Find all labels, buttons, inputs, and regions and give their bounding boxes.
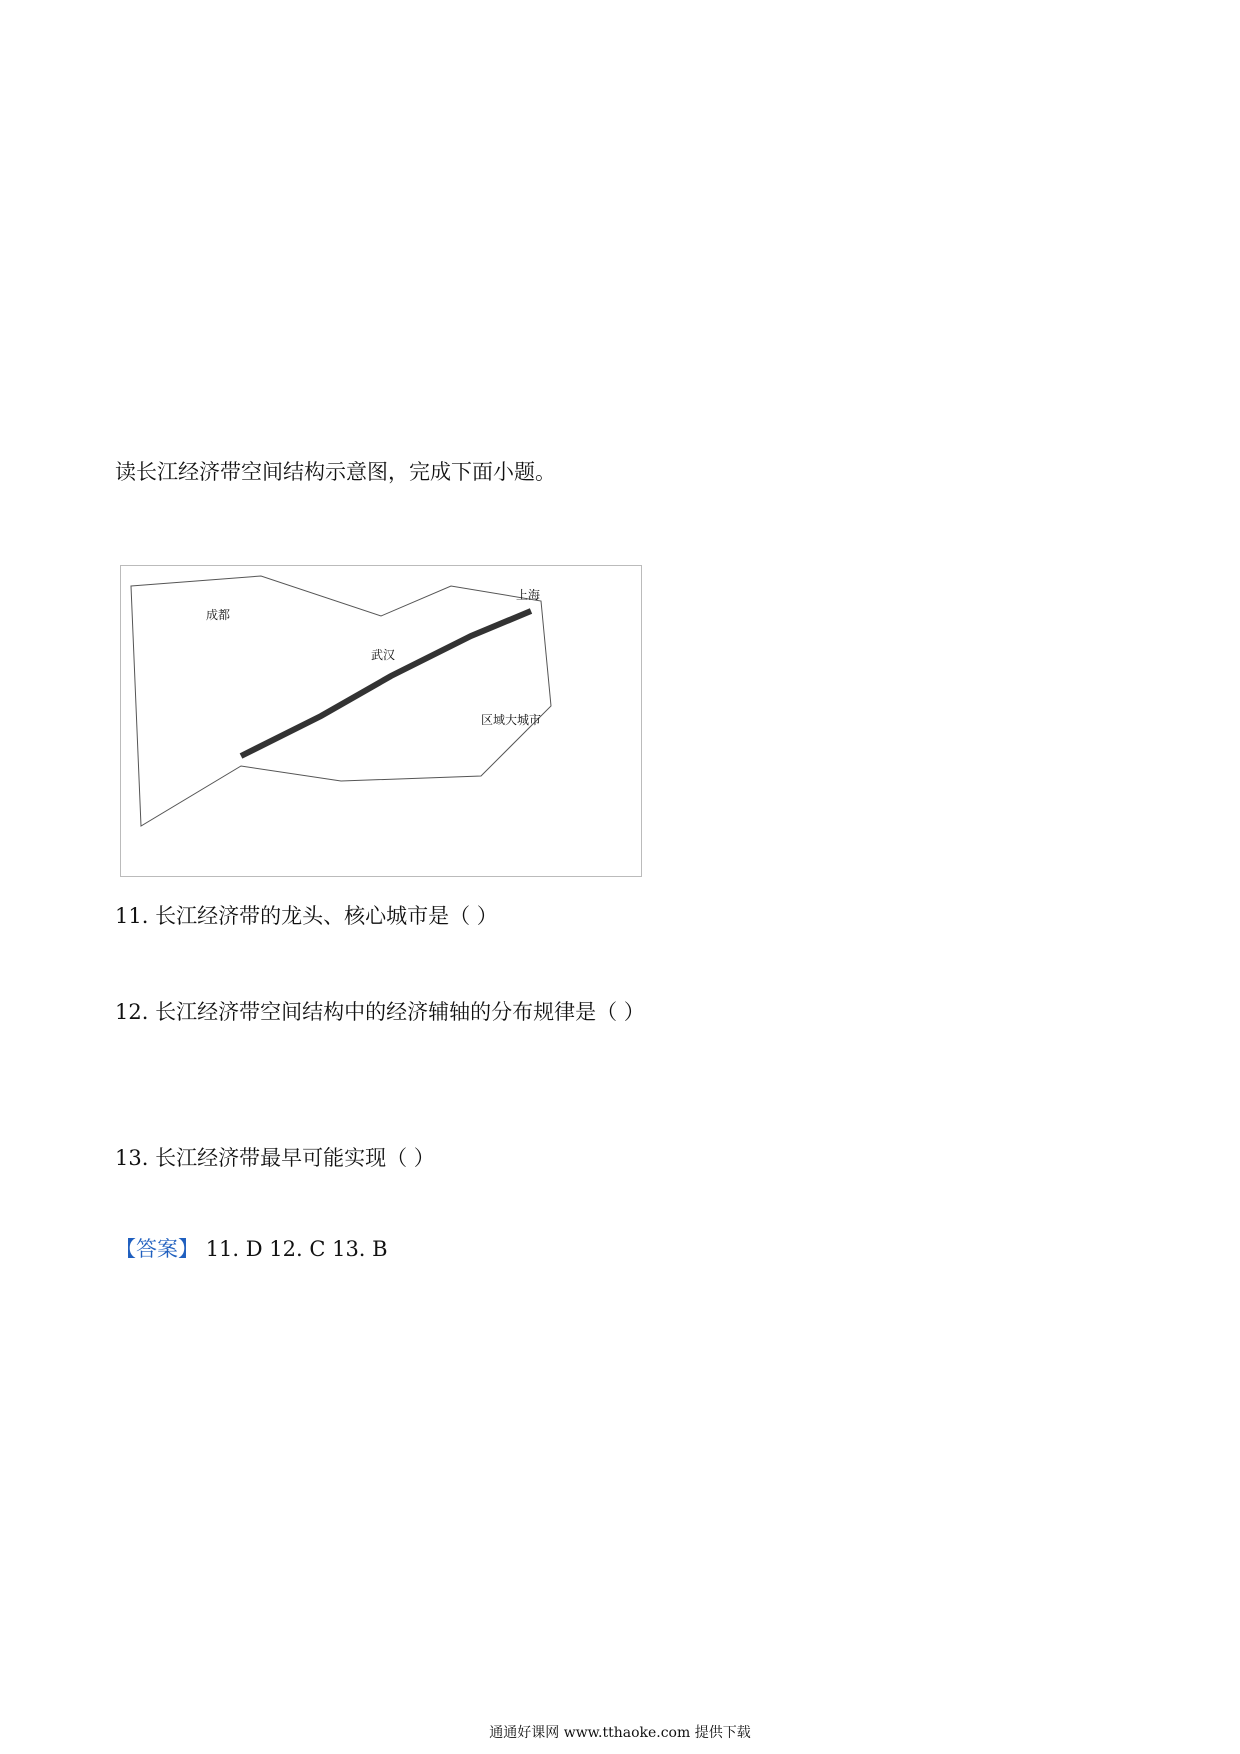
answer-label: 【答案】 <box>115 1237 199 1261</box>
q12: 12. 长江经济带空间结构中的经济辅轴的分布规律是（ ） <box>115 1000 645 1024</box>
footer: 通通好课网 www.tthaoke.com 提供下载 <box>489 1725 751 1741</box>
answer-text: 11. D 12. C 13. B <box>205 1237 388 1261</box>
map-city: 上海 <box>516 588 541 602</box>
answer-line <box>115 1235 1135 1263</box>
map-city: 武汉 <box>371 648 396 662</box>
intro: 读长江经济带空间结构示意图，完成下面小题。 <box>115 460 556 484</box>
map-city: 成都 <box>206 608 231 622</box>
legend-entry: 区域大城市 <box>481 713 542 727</box>
map-svg <box>121 566 641 876</box>
q13: 13. 长江经济带最早可能实现（ ） <box>115 1146 435 1170</box>
q11: 11. 长江经济带的龙头、核心城市是（ ） <box>115 904 498 928</box>
yangtze-map-figure <box>120 565 642 877</box>
